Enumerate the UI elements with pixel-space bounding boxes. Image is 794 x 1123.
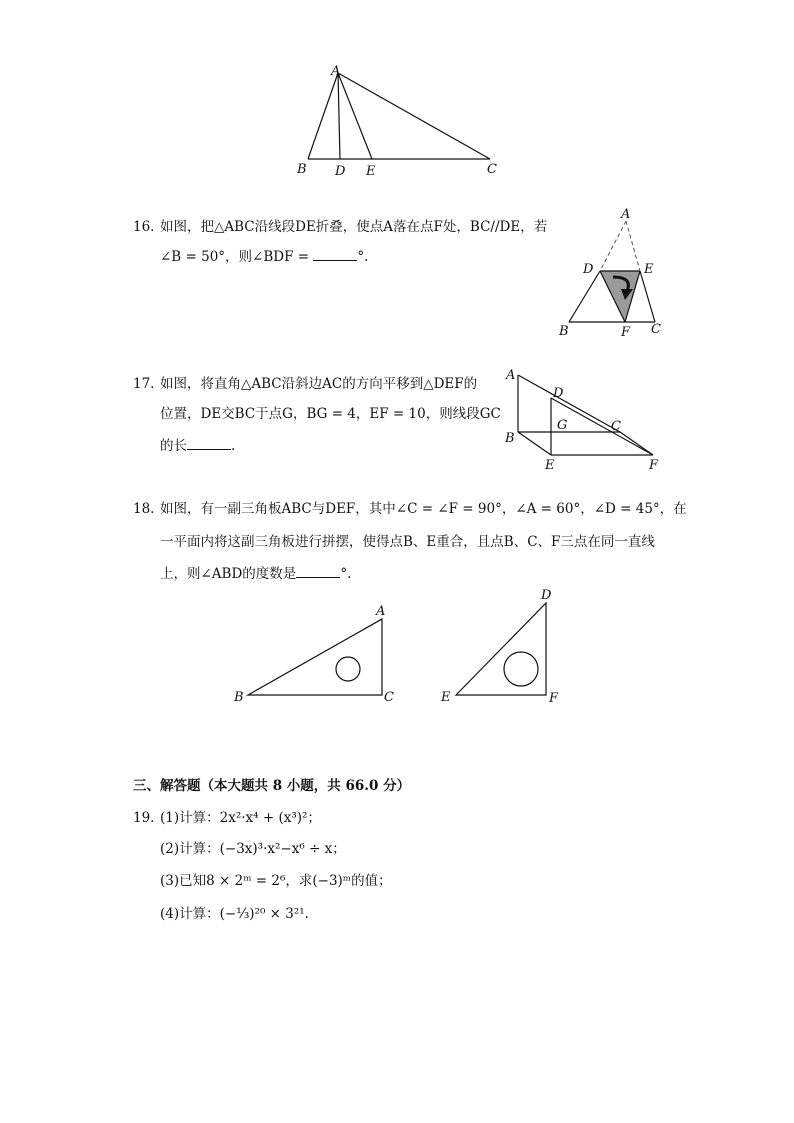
question-16-line-2-end: °.	[357, 249, 369, 265]
label-a: A	[621, 207, 631, 222]
question-19-item-4: (4)计算：(−⅓)²⁰ × 3²¹.	[160, 906, 309, 922]
label-d: D	[541, 588, 552, 603]
label-d: D	[335, 164, 346, 179]
label-g: G	[557, 418, 568, 433]
question-18-line-3-end: °.	[340, 566, 352, 582]
label-c: C	[611, 419, 621, 434]
label-c: C	[651, 322, 661, 337]
answer-blank-16[interactable]	[313, 248, 357, 261]
label-b: B	[505, 431, 515, 446]
question-19-item-1: (1)计算：2x²·x⁴ + (x³)²；	[160, 810, 321, 826]
label-f: F	[649, 458, 659, 473]
question-17-line-2: 位置，DE交BC于点G，BG = 4，EF = 10，则线段GC	[160, 406, 501, 422]
label-c: C	[487, 162, 497, 177]
question-19-item-2: (2)计算：(−3x)³·x²−x⁶ ÷ x；	[160, 841, 346, 857]
question-19-number: 19.	[133, 810, 155, 826]
label-b: B	[559, 324, 569, 339]
question-17-line-1: 如图，将直角△ABC沿斜边AC的方向平移到△DEF的	[160, 376, 478, 392]
label-e: E	[441, 690, 451, 705]
figure-q15	[290, 60, 510, 185]
question-17-line-3-end: .	[231, 438, 236, 454]
question-19-item-3: (3)已知8 × 2ᵐ = 2⁶，求(−3)ᵐ的值；	[160, 873, 392, 889]
question-18-line-3-text: 上，则∠ABD的度数是	[160, 566, 297, 582]
label-c: C	[384, 690, 394, 705]
label-e: E	[644, 262, 654, 277]
figure-q18	[228, 585, 578, 710]
question-17-line-3	[160, 437, 235, 455]
label-d: D	[553, 386, 564, 401]
question-16-number: 16.	[133, 219, 155, 235]
label-e: E	[366, 164, 376, 179]
figure-q17	[500, 362, 670, 474]
label-d: D	[583, 262, 594, 277]
question-18-number: 18.	[133, 501, 155, 517]
figure-q16	[553, 205, 673, 340]
label-e: E	[545, 458, 555, 473]
question-16-line-1: 如图，把△ABC沿线段DE折叠，使点A落在点F处，BC//DE，若	[160, 219, 548, 235]
label-a: A	[506, 368, 516, 383]
question-16-line-2-text: ∠B = 50°，则∠BDF =	[160, 249, 314, 265]
label-a: A	[331, 64, 341, 79]
label-b: B	[234, 690, 244, 705]
section-3-title: 三、解答题（本大题共 8 小题，共 66.0 分）	[133, 778, 411, 794]
question-18-line-2: 一平面内将这副三角板进行拼摆，使得点B、E重合，且点B、C、F三点在同一直线	[160, 534, 655, 550]
question-17-number: 17.	[133, 376, 155, 392]
answer-blank-18[interactable]	[296, 565, 340, 578]
label-f: F	[549, 691, 559, 706]
label-a: A	[376, 604, 386, 619]
question-18-line-1: 如图，有一副三角板ABC与DEF，其中∠C = ∠F = 90°，∠A = 60°，∠D = 45°，在	[160, 501, 687, 517]
answer-blank-17[interactable]	[187, 437, 231, 450]
question-18-line-3	[160, 565, 351, 583]
question-16-line-2	[160, 248, 368, 266]
label-b: B	[297, 162, 307, 177]
question-17-line-3-text: 的长	[160, 438, 187, 454]
label-f: F	[621, 325, 631, 340]
